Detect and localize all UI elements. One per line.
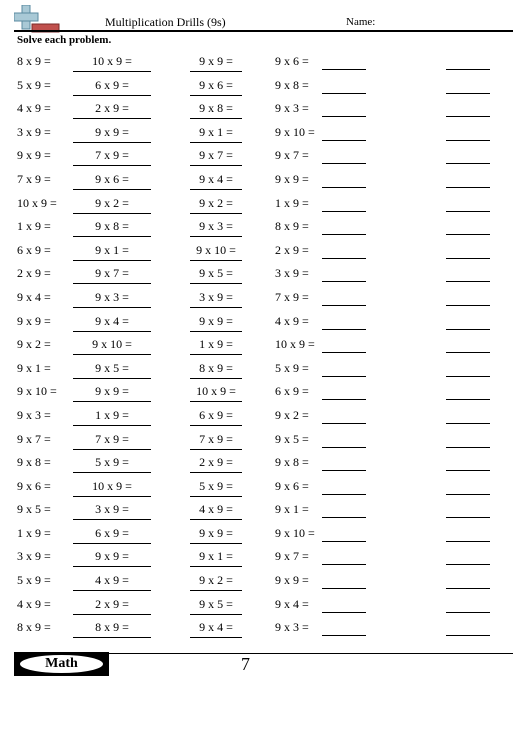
problem-col1: 1 x 9 = [17,219,51,234]
problem-col3 [190,526,242,543]
problem-col2-text: 9 x 4 = [95,313,129,328]
subject-label: Math [20,655,103,673]
answer-blank[interactable] [446,69,490,70]
answer-blank[interactable] [322,517,366,518]
problem-col3-text: 4 x 9 = [199,502,233,517]
answer-line[interactable] [73,543,151,544]
problem-col4: 9 x 7 = [275,549,309,564]
name-label: Name: [346,16,376,28]
answer-line[interactable] [190,543,242,544]
answer-blank[interactable] [446,635,490,636]
problem-col3 [190,148,242,165]
answer-blank[interactable] [446,588,490,589]
problem-col1: 9 x 10 = [17,384,57,399]
problem-col4: 9 x 8 = [275,77,309,92]
problem-col4: 9 x 2 = [275,407,309,422]
problem-col3 [190,573,242,590]
answer-line[interactable] [190,614,242,615]
answer-blank[interactable] [446,163,490,164]
problem-row [0,595,530,619]
answer-blank[interactable] [322,564,366,565]
answer-line[interactable] [73,189,151,190]
answer-blank[interactable] [322,69,366,70]
problem-col3 [190,290,242,307]
problem-col4: 9 x 3 = [275,620,309,635]
problem-col3-text: 9 x 6 = [199,77,233,92]
answer-blank[interactable] [322,352,366,353]
answer-line[interactable] [190,449,242,450]
answer-line[interactable] [73,260,151,261]
problem-col2-text: 9 x 10 = [92,337,132,352]
problem-col2 [73,597,151,614]
problem-col2-text: 9 x 9 = [95,549,129,564]
problem-col1: 8 x 9 = [17,54,51,68]
answer-blank[interactable] [322,234,366,235]
problem-col3 [190,101,242,118]
answer-line[interactable] [73,637,151,638]
worksheet-title: Multiplication Drills (9s) [105,15,226,29]
answer-line[interactable] [73,213,151,214]
problem-col1: 6 x 9 = [17,242,51,257]
answer-blank[interactable] [322,258,366,259]
worksheet-logo [14,5,60,33]
problem-col1: 9 x 1 = [17,360,51,375]
problem-col1: 9 x 9 = [17,313,51,328]
problem-col2 [73,125,151,142]
answer-line[interactable] [190,260,242,261]
problem-row [0,288,530,312]
problem-col2 [73,432,151,449]
problem-col4: 9 x 8 = [275,455,309,470]
answer-blank[interactable] [446,187,490,188]
problem-col2 [73,78,151,95]
problem-col2-text: 10 x 9 = [92,54,132,68]
problem-col3 [190,549,242,566]
problem-col2 [73,549,151,566]
problem-col1: 2 x 9 = [17,266,51,281]
page-number: 7 [241,654,250,674]
problem-row [0,406,530,430]
problem-col2-text: 10 x 9 = [92,478,132,493]
answer-line[interactable] [73,307,151,308]
problem-col3-text: 9 x 5 = [199,596,233,611]
problem-col3-text: 9 x 1 = [199,549,233,564]
answer-blank[interactable] [446,494,490,495]
answer-line[interactable] [190,472,242,473]
problem-col2-text: 2 x 9 = [95,596,129,611]
plus-minus-icon [14,5,60,33]
answer-line[interactable] [73,590,151,591]
answer-line[interactable] [190,236,242,237]
problem-col3-text: 9 x 8 = [199,101,233,116]
problem-col4: 9 x 6 = [275,478,309,493]
answer-blank[interactable] [446,211,490,212]
answer-line[interactable] [190,283,242,284]
problem-col1: 9 x 7 = [17,431,51,446]
problem-col2 [73,361,151,378]
problem-row [0,170,530,194]
problem-col2 [73,408,151,425]
answer-blank[interactable] [446,352,490,353]
problem-col2 [73,266,151,283]
problem-row [0,382,530,406]
problem-col2 [73,101,151,118]
answer-line[interactable] [190,307,242,308]
problem-col4: 9 x 4 = [275,596,309,611]
problem-col1: 5 x 9 = [17,573,51,588]
problem-col3-text: 9 x 4 = [199,620,233,635]
answer-line[interactable] [73,236,151,237]
answer-line[interactable] [73,118,151,119]
problem-col2 [73,479,151,496]
problem-row [0,359,530,383]
problem-col4: 9 x 6 = [275,54,309,68]
problem-col4: 6 x 9 = [275,384,309,399]
problem-col2-text: 3 x 9 = [95,502,129,517]
answer-line[interactable] [73,378,151,379]
problem-col3 [190,219,242,236]
problem-col3-text: 9 x 2 = [199,195,233,210]
problem-col2 [73,290,151,307]
answer-line[interactable] [73,283,151,284]
problem-col3-text: 2 x 9 = [199,455,233,470]
answer-blank[interactable] [446,305,490,306]
problem-col2-text: 9 x 9 = [95,124,129,139]
problem-col3 [190,266,242,283]
problem-col1: 9 x 6 = [17,478,51,493]
answer-line[interactable] [190,213,242,214]
answer-blank[interactable] [446,470,490,471]
problem-col2-text: 7 x 9 = [95,431,129,446]
problem-row [0,571,530,595]
problem-col1: 4 x 9 = [17,101,51,116]
answer-line[interactable] [73,566,151,567]
answer-blank[interactable] [446,423,490,424]
answer-line[interactable] [190,142,242,143]
answer-blank[interactable] [446,612,490,613]
answer-blank[interactable] [446,281,490,282]
problem-col3-text: 9 x 2 = [199,573,233,588]
problem-col4: 3 x 9 = [275,266,309,281]
problem-col4: 9 x 9 = [275,171,309,186]
problem-row [0,264,530,288]
answer-line[interactable] [190,590,242,591]
problem-col2 [73,196,151,213]
answer-line[interactable] [190,401,242,402]
problem-col3-text: 9 x 9 = [199,54,233,68]
problem-col4: 9 x 10 = [275,525,315,540]
problem-row [0,430,530,454]
answer-line[interactable] [73,71,151,72]
problem-col2 [73,54,151,71]
answer-blank[interactable] [322,376,366,377]
problem-col4: 9 x 5 = [275,431,309,446]
problem-col1: 9 x 8 = [17,455,51,470]
problem-row [0,146,530,170]
problem-col2-text: 9 x 9 = [95,384,129,399]
problem-col3 [190,502,242,519]
answer-line[interactable] [73,472,151,473]
answer-blank[interactable] [446,517,490,518]
problem-row [0,194,530,218]
answer-line[interactable] [190,354,242,355]
problem-col3 [190,361,242,378]
answer-blank[interactable] [322,635,366,636]
problem-col1: 9 x 2 = [17,337,51,352]
answer-line[interactable] [190,331,242,332]
problem-row [0,76,530,100]
problem-col3-text: 9 x 5 = [199,266,233,281]
answer-blank[interactable] [446,234,490,235]
problem-row [0,241,530,265]
problem-col1: 3 x 9 = [17,124,51,139]
answer-line[interactable] [190,71,242,72]
answer-blank[interactable] [322,541,366,542]
problem-col3-text: 8 x 9 = [199,360,233,375]
problem-col3 [190,479,242,496]
problem-col2-text: 9 x 1 = [95,242,129,257]
problem-col4: 2 x 9 = [275,242,309,257]
answer-blank[interactable] [322,447,366,448]
subject-badge [14,652,109,676]
answer-blank[interactable] [322,281,366,282]
problem-row [0,453,530,477]
answer-blank[interactable] [322,140,366,141]
problem-col1: 7 x 9 = [17,171,51,186]
problem-col3 [190,597,242,614]
problem-col1: 5 x 9 = [17,77,51,92]
problem-col1: 10 x 9 = [17,195,57,210]
problem-col3 [190,78,242,95]
problem-row [0,52,530,76]
problem-col4: 4 x 9 = [275,313,309,328]
problem-col3-text: 9 x 9 = [199,525,233,540]
problem-col3 [190,314,242,331]
problem-col2 [73,219,151,236]
problem-col3-text: 9 x 4 = [199,171,233,186]
problem-col1: 9 x 3 = [17,407,51,422]
answer-blank[interactable] [322,163,366,164]
answer-blank[interactable] [446,399,490,400]
problem-col4: 7 x 9 = [275,289,309,304]
problem-col2 [73,172,151,189]
answer-line[interactable] [73,614,151,615]
problem-col2-text: 8 x 9 = [95,620,129,635]
problem-col2 [73,455,151,472]
answer-blank[interactable] [322,470,366,471]
answer-line[interactable] [190,637,242,638]
answer-line[interactable] [190,425,242,426]
problem-row [0,524,530,548]
answer-line[interactable] [190,566,242,567]
problem-col3 [190,337,242,354]
problem-col4: 8 x 9 = [275,219,309,234]
problem-col4: 9 x 10 = [275,124,315,139]
problem-col2 [73,573,151,590]
answer-line[interactable] [190,189,242,190]
problem-col2-text: 9 x 3 = [95,289,129,304]
answer-line[interactable] [73,401,151,402]
problem-row [0,500,530,524]
answer-line[interactable] [73,331,151,332]
problem-col2 [73,384,151,401]
problem-row [0,123,530,147]
problem-col2-text: 6 x 9 = [95,525,129,540]
answer-line[interactable] [190,165,242,166]
answer-blank[interactable] [322,399,366,400]
problem-col3 [190,408,242,425]
problem-col1: 8 x 9 = [17,620,51,635]
problem-col4: 9 x 1 = [275,502,309,517]
problem-col1: 9 x 4 = [17,289,51,304]
problem-grid [0,52,530,642]
answer-line[interactable] [190,118,242,119]
problem-row [0,217,530,241]
answer-line[interactable] [73,519,151,520]
problem-col3 [190,54,242,71]
problem-col4: 9 x 9 = [275,573,309,588]
problem-col3-text: 9 x 9 = [199,313,233,328]
problem-col3-text: 7 x 9 = [199,431,233,446]
problem-col1: 9 x 5 = [17,502,51,517]
problem-col2-text: 9 x 7 = [95,266,129,281]
problem-col2-text: 9 x 2 = [95,195,129,210]
problem-col2 [73,526,151,543]
problem-col3 [190,196,242,213]
answer-blank[interactable] [446,541,490,542]
problem-col3-text: 1 x 9 = [199,337,233,352]
problem-col2-text: 6 x 9 = [95,77,129,92]
problem-row [0,335,530,359]
problem-row [0,99,530,123]
problem-col2-text: 9 x 5 = [95,360,129,375]
problem-col3 [190,432,242,449]
problem-col2 [73,337,151,354]
problem-col3 [190,455,242,472]
problem-row [0,312,530,336]
problem-row [0,618,530,642]
problem-col2-text: 2 x 9 = [95,101,129,116]
problem-col2 [73,502,151,519]
answer-blank[interactable] [446,116,490,117]
problem-col2-text: 9 x 6 = [95,171,129,186]
problem-col2 [73,148,151,165]
problem-col3-text: 5 x 9 = [199,478,233,493]
answer-line[interactable] [73,354,151,355]
answer-blank[interactable] [446,140,490,141]
answer-line[interactable] [73,425,151,426]
problem-col3-text: 6 x 9 = [199,407,233,422]
problem-col3-text: 3 x 9 = [199,289,233,304]
problem-col3-text: 9 x 1 = [199,124,233,139]
problem-col1: 4 x 9 = [17,596,51,611]
answer-line[interactable] [190,519,242,520]
problem-col2 [73,314,151,331]
answer-line[interactable] [73,95,151,96]
problem-row [0,477,530,501]
answer-blank[interactable] [446,564,490,565]
header-divider [14,30,513,32]
problem-col3-text: 10 x 9 = [196,384,236,399]
answer-blank[interactable] [322,187,366,188]
problem-col4: 9 x 3 = [275,101,309,116]
instructions: Solve each problem. [17,34,112,46]
problem-col4: 1 x 9 = [275,195,309,210]
answer-line[interactable] [190,378,242,379]
problem-col2 [73,243,151,260]
problem-col3 [190,172,242,189]
answer-line[interactable] [190,95,242,96]
problem-col4: 9 x 7 = [275,148,309,163]
answer-blank[interactable] [322,305,366,306]
answer-blank[interactable] [322,211,366,212]
problem-col3 [190,620,242,637]
answer-blank[interactable] [322,116,366,117]
problem-col3-text: 9 x 7 = [199,148,233,163]
answer-blank[interactable] [322,612,366,613]
answer-line[interactable] [73,165,151,166]
problem-col2-text: 5 x 9 = [95,455,129,470]
answer-blank[interactable] [322,93,366,94]
problem-col3 [190,243,242,260]
answer-blank[interactable] [322,423,366,424]
answer-blank[interactable] [322,588,366,589]
problem-col2-text: 7 x 9 = [95,148,129,163]
problem-col4: 10 x 9 = [275,337,315,352]
problem-col3-text: 9 x 3 = [199,219,233,234]
answer-blank[interactable] [322,494,366,495]
answer-blank[interactable] [446,93,490,94]
answer-blank[interactable] [446,258,490,259]
problem-col2 [73,620,151,637]
answer-line[interactable] [190,496,242,497]
answer-blank[interactable] [446,329,490,330]
answer-line[interactable] [73,449,151,450]
answer-blank[interactable] [322,329,366,330]
problem-col2-text: 1 x 9 = [95,407,129,422]
problem-col3 [190,384,242,401]
problem-col4: 5 x 9 = [275,360,309,375]
problem-col1: 3 x 9 = [17,549,51,564]
problem-col3 [190,125,242,142]
problem-row [0,547,530,571]
problem-col2-text: 9 x 8 = [95,219,129,234]
problem-col2-text: 4 x 9 = [95,573,129,588]
answer-line[interactable] [73,496,151,497]
answer-blank[interactable] [446,447,490,448]
answer-line[interactable] [73,142,151,143]
problem-col1: 9 x 9 = [17,148,51,163]
footer-divider [108,653,513,654]
answer-blank[interactable] [446,376,490,377]
problem-col1: 1 x 9 = [17,525,51,540]
problem-col3-text: 9 x 10 = [196,242,236,257]
